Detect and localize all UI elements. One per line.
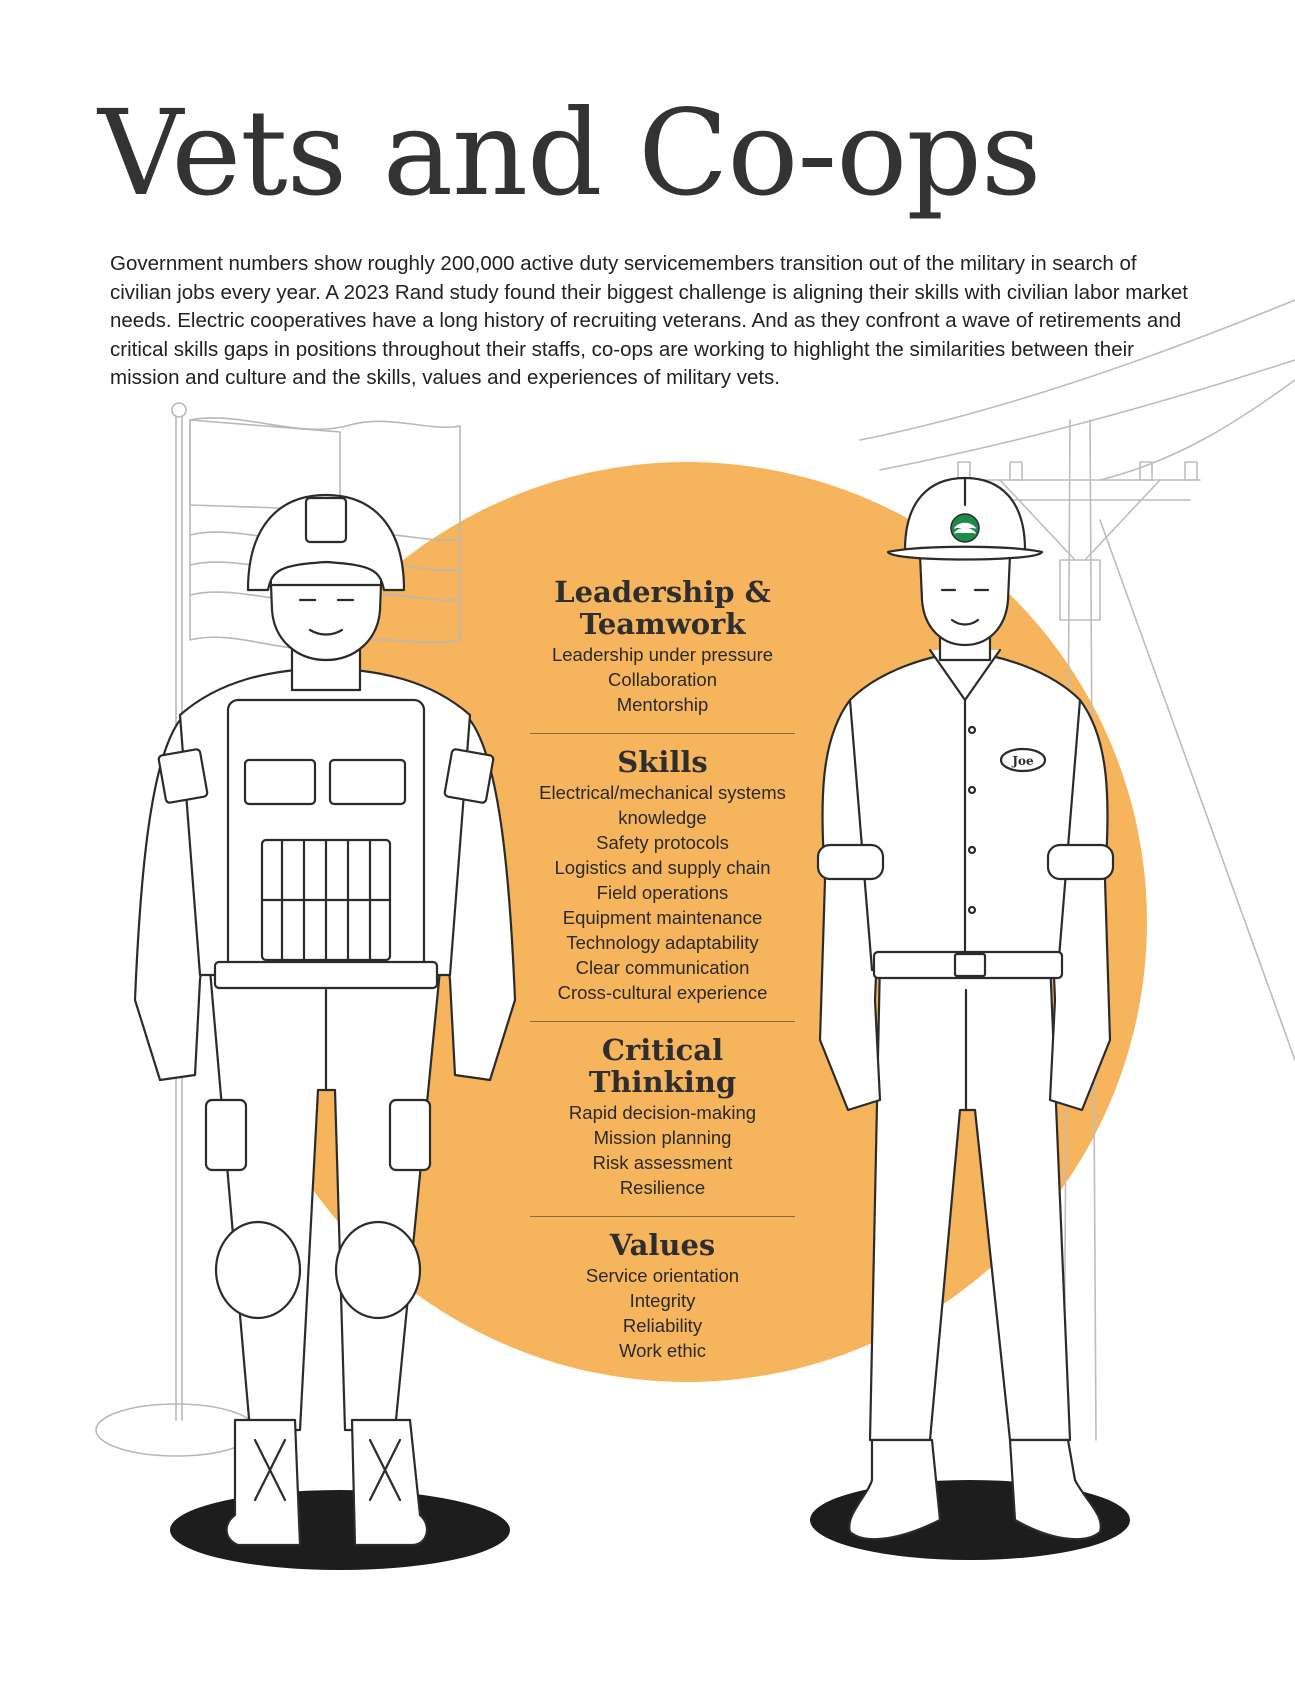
category-item: Logistics and supply chain — [554, 857, 771, 878]
category-item: Technology adaptability — [566, 932, 759, 953]
category-item: Integrity — [629, 1290, 696, 1311]
category-values — [530, 1229, 795, 1379]
category-item: Mission planning — [593, 1127, 732, 1148]
skills-list — [530, 576, 795, 1391]
page-title: Vets and Co-ops — [98, 84, 1041, 222]
category-item: Leadership under pressure — [551, 644, 774, 665]
category-item: Resilience — [619, 1177, 706, 1198]
category-item: Reliability — [622, 1315, 703, 1336]
category-item: Service orientation — [585, 1265, 740, 1286]
category-critical-thinking — [530, 1034, 795, 1217]
category-leadership-teamwork — [530, 576, 795, 734]
category-heading: Values — [609, 1228, 716, 1262]
category-item: Cross-cultural experience — [557, 982, 768, 1003]
category-heading: Leadership & Teamwork — [554, 575, 771, 641]
category-item: Collaboration — [607, 669, 717, 690]
category-item: Safety protocols — [596, 832, 729, 853]
category-item: Equipment maintenance — [562, 907, 763, 928]
category-item: Mentorship — [616, 694, 709, 715]
category-heading: Skills — [617, 745, 708, 779]
category-item: Work ethic — [618, 1340, 707, 1361]
category-heading: Critical Thinking — [588, 1033, 737, 1099]
category-skills — [530, 746, 795, 1022]
category-item: Electrical/mechanical systems knowledge — [539, 782, 786, 828]
category-item: Field operations — [596, 882, 729, 903]
name-badge-text: Joe — [1012, 754, 1034, 768]
category-item: Rapid decision-making — [568, 1102, 757, 1123]
soldier-illustration — [135, 495, 515, 1545]
category-item: Risk assessment — [592, 1152, 733, 1173]
category-item: Clear communication — [575, 957, 750, 978]
intro-paragraph: Government numbers show roughly 200,000 active duty servicemembers transition out of the military in search of civilian jobs every year. A 2023 Rand study found their biggest challenge is aligning their skills with civilian labor market needs. Electric cooperatives have a long history of recruiting veterans. And as they confront a wave of retirements and critical skills gaps in positions throughout their staffs, co-ops are working to highlight the similarities between their mission and culture and the skills, values and experiences of military vets. — [110, 252, 1188, 390]
